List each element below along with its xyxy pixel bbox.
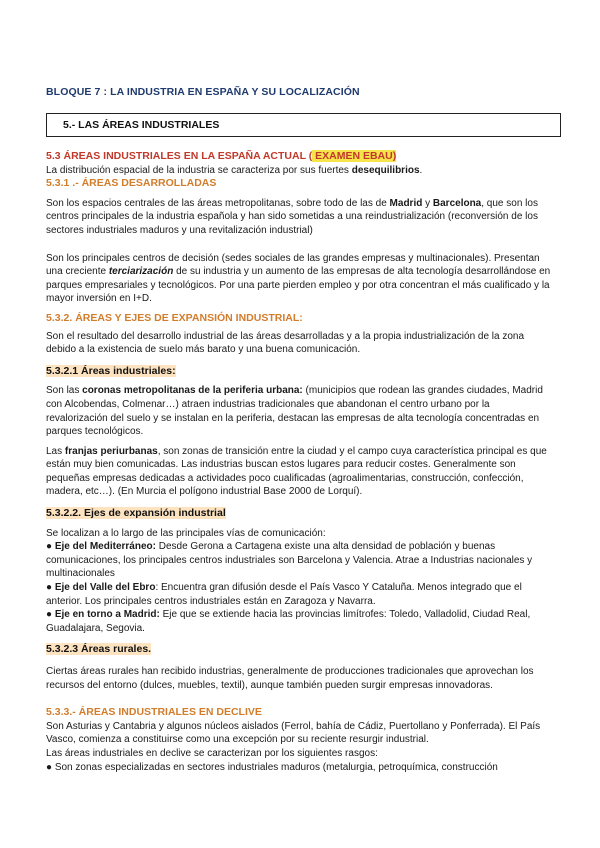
block-title: BLOQUE 7 : LA INDUSTRIA EN ESPAÑA Y SU LOCALIZACIÓN — [46, 86, 360, 98]
p1-text-a: Son los espacios centrales de las áreas metropolitanas, sobre todo de las de — [46, 197, 390, 209]
p5-bold: franjas periurbanas — [64, 445, 158, 457]
exam-highlight: EXAMEN EBAU) — [312, 150, 397, 162]
e1-bold: Eje del Mediterráneo: — [54, 541, 156, 553]
p2-text-a: Son los principales centros de decisión (sedes sociales de las grandes empresas y multinacionales). Presentan una creciente — [46, 252, 540, 278]
paragraph-ejes-intro: Se localizan a lo largo de las principales vías de comunicación: — [46, 527, 326, 539]
paragraph-declive-3: ● Son zonas especializadas en sectores industriales maduros (metalurgia, petroquímica, construcción — [46, 761, 498, 773]
e3-text: Eje que se extiende hacia las provincias limítrofes: Toledo, Valladolid, Ciudad Real, Guadalajara, Segovia. — [46, 609, 531, 634]
bullet-icon: ● — [46, 541, 55, 553]
e3-bold: Eje en torno a Madrid: — [54, 609, 160, 621]
e2-text: : Encuentra gran difusión desde el País Vasco Y Cataluña. Menos integrado que el anterior. Los principales centros industriales están en Zaragoza y Navarra. — [46, 582, 522, 607]
heading-5-3-3: 5.3.3.- ÁREAS INDUSTRIALES EN DECLIVE — [46, 706, 262, 719]
heading-5-3-2-2: 5.3.2.2. Ejes de expansión industrial — [46, 507, 226, 520]
p1-text-c: y — [422, 197, 433, 209]
p5-text-a: Las — [46, 445, 65, 457]
p5-text-c: , son zonas de transición entre la ciudad y el campo cuya característica principal es que están muy bien comunicadas. Las industrias buscan estos lugares para reducir costes. Generalmente son pequeñas empresas dedicadas a actividades poco cualificadas (agroalimentarias, construcción, confección, madera, etc…). (En Murcia el polígono industrial Base 2000 de Lorquí). — [46, 445, 547, 498]
p4-text-a: Son las — [46, 385, 83, 397]
p2-text-c: de su industria y un aumento de las empresas de alta tecnología desarrollándose en parques empresariales y tecnológicos. Por una parte pierden empleo y por otra concentran el más cualificado y la mayor inversión en I+D. — [46, 266, 551, 305]
intro-bold: desequilibrios — [351, 164, 420, 176]
p4-bold: coronas metropolitanas de la periferia urbana: — [82, 385, 303, 397]
p1-madrid: Madrid — [389, 197, 423, 209]
section-title-box — [46, 113, 561, 137]
heading-5-3-1: 5.3.1 .- ÁREAS DESARROLLADAS — [46, 177, 217, 190]
list-item-eje-madrid — [46, 608, 554, 635]
paragraph-rurales: Ciertas áreas rurales han recibido industrias, generalmente de producciones tradicionales que aprovechan los recursos del entorno (dulces, muebles, textil), aunque también pueden surgir empresas innovadoras. — [46, 666, 534, 691]
list-item-eje-ebro — [46, 581, 554, 608]
list-item-eje-mediterraneo — [46, 540, 554, 581]
bullet-icon: ● — [46, 582, 55, 594]
p1-barcelona: Barcelona — [432, 197, 482, 209]
e2-bold: Eje del Valle del Ebro — [54, 582, 156, 594]
paragraph-developed-2 — [46, 252, 554, 306]
bullet-icon: ● — [46, 609, 55, 621]
paragraph-declive-1: Son Asturias y Cantabria y algunos núcleos aislados (Ferrol, bahía de Cádiz, Puertollano y Ponferrada). El País Vasco, comienza a constituirse como una excepción por su reciente resurgir industrial. — [46, 720, 541, 746]
intro-text: La distribución espacial de la industria se caracteriza por sus fuertes — [46, 164, 352, 176]
paragraph-coronas — [46, 384, 554, 438]
intro-paragraph — [46, 164, 554, 178]
paragraph-declive-2: Las áreas industriales en declive se caracterizan por los siguientes rasgos: — [46, 747, 378, 759]
p2-terciarizacion: terciarización — [108, 266, 174, 278]
heading-5-3-2: 5.3.2. ÁREAS Y EJES DE EXPANSIÓN INDUSTRIAL: — [46, 311, 303, 324]
paragraph-developed-1 — [46, 197, 554, 238]
heading-5-3-2-1: 5.3.2.1 Áreas industriales: — [46, 364, 176, 377]
heading-5-3-text: 5.3 ÁREAS INDUSTRIALES EN LA ESPAÑA ACTUAL ( — [46, 150, 313, 162]
p1-text-e: , que son los centros principales de la industria española y han sido sometidas a una reindustrialización (reconversión de los sectores industriales maduros y una revitalización industrial) — [46, 197, 538, 236]
intro-end: . — [419, 164, 423, 176]
e1-text: Desde Gerona a Cartagena existe una alta densidad de población y buenas comunicaciones, los principales centros industriales son Barcelona y Valencia. Atrae a Industrias nacionales y multinacionales — [46, 541, 533, 580]
paragraph-franjas — [46, 445, 554, 499]
section-title: 5.- LAS ÁREAS INDUSTRIALES — [63, 119, 220, 131]
heading-5-3 — [46, 150, 554, 164]
document-content — [46, 150, 554, 774]
p4-text-c: (municipios que rodean las grandes ciudades, Madrid con Alcobendas, Colmenar…) atraen industrias tradicionales que abandonan el centro urbano por la revalorización del suelo y se instalan en la periferia, destacan las empresas de alta tecnología concentradas en parques tecnológicos. — [46, 385, 543, 438]
paragraph-expansion: Son el resultado del desarrollo industrial de las áreas desarrolladas y a la propia industrialización de la zona debido a la existencia de suelo más barato y una buena comunicación. — [46, 330, 525, 356]
heading-5-3-2-3: 5.3.2.3 Áreas rurales. — [46, 643, 152, 656]
